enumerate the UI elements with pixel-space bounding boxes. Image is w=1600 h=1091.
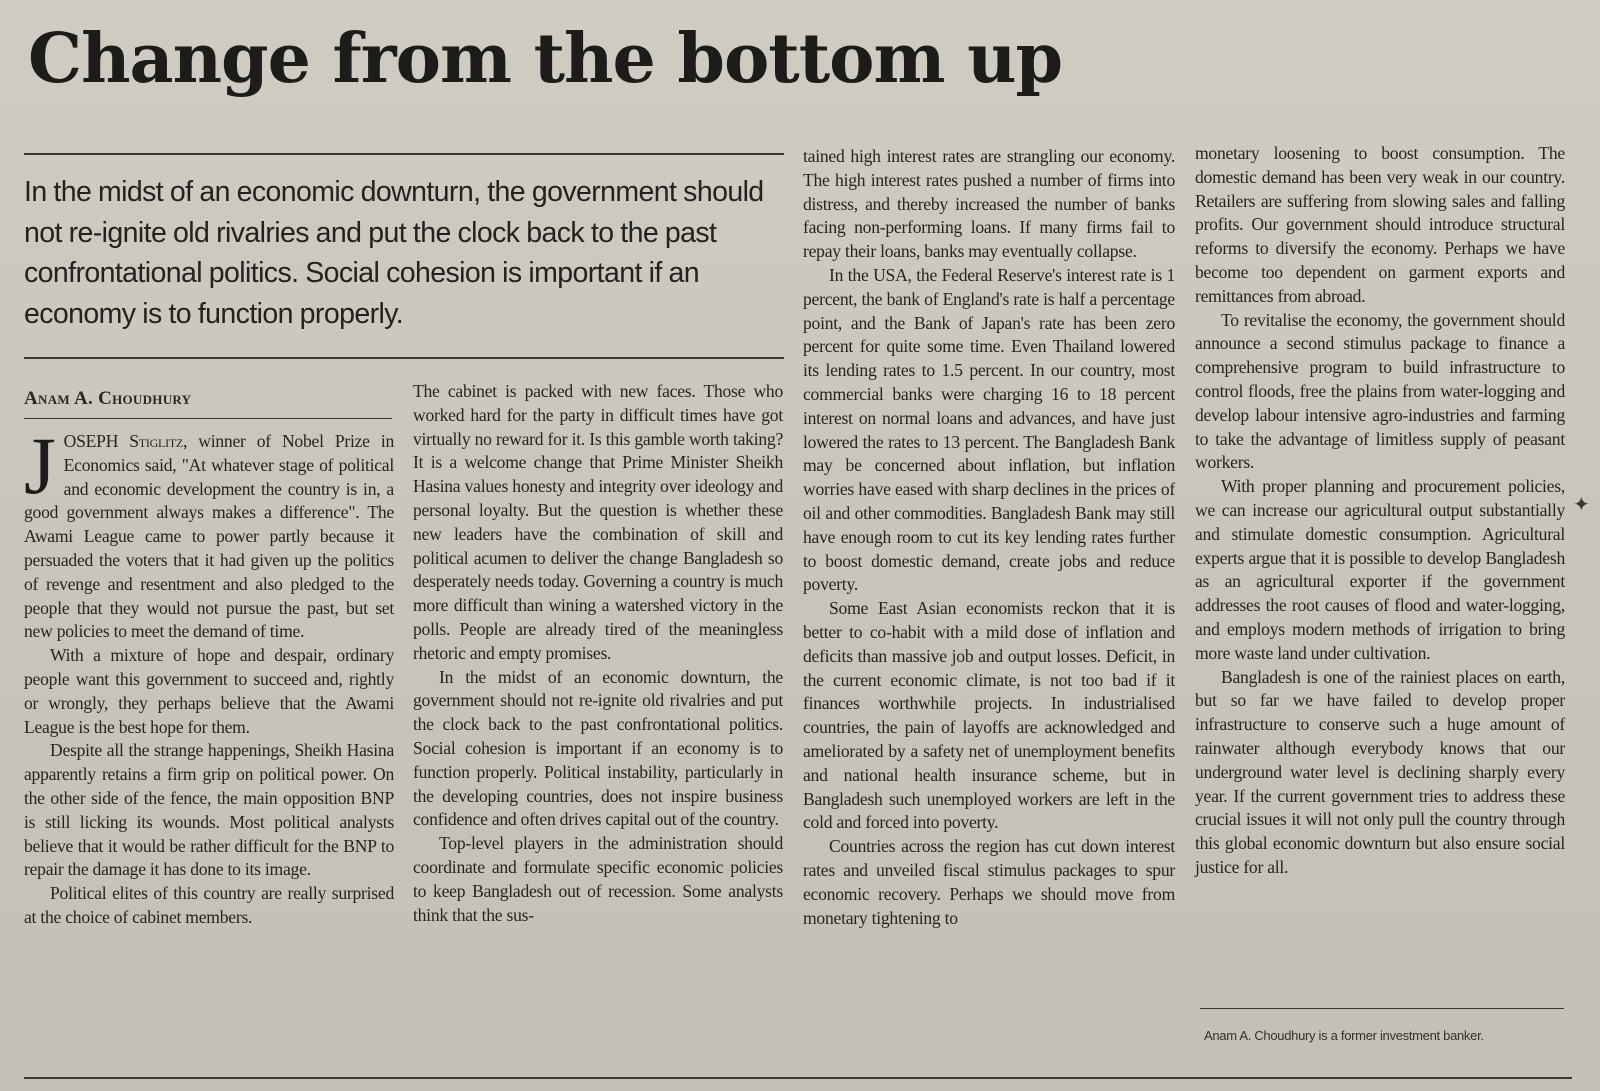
col4-paragraph-4: Bangladesh is one of the rainiest places on earth, but so far we have failed to develop proper infrastructure to conserve such a huge amount of rainwater although everybody knows that our underground water level is declining sharply every year. If the current government tries to address these crucial issues it will not only pull the country through this global economic downturn but also ensure social justice for all. xyxy=(1195,666,1565,877)
byline-rule xyxy=(24,418,392,419)
credit-rule xyxy=(1200,1008,1564,1009)
col3-paragraph-1: tained high interest rates are strangling our economy. The high interest rates pushed a number of firms into distress, and thereby increased the number of banks facing non-performing loans. If many firms fail to repay their loans, banks may eventually collapse. xyxy=(803,146,1175,262)
col1-paragraph-2: With a mixture of hope and despair, ordinary people want this government to succeed and, rightly or wrongly, they perhaps believe that the Awami League is the best hope for them. xyxy=(24,645,394,737)
col3-paragraph-2: In the USA, the Federal Reserve's interest rate is 1 percent, the bank of England's rate is half a percentage point, and the Bank of Japan's rate has been zero percent for quite some time. Even Thailand lowered its lending rates to 1.5 percent. In our country, most commercial banks were charging 16 to 18 percent interest on normal loans and advances, and have just lowered the rates to 13 percent. The Bangladesh Bank may be concerned about inflation, but inflation worries have eased with sharp declines in the prices of oil and other commodities. Bangladesh Bank may still have enough room to cut its key lending rates further to boost domestic demand, create jobs and reduce poverty. xyxy=(803,264,1175,595)
col1-paragraph-1 xyxy=(24,420,395,644)
deck-top-rule xyxy=(24,153,784,155)
col1-paragraph-4: Political elites of this country are really surprised at the choice of cabinet members. xyxy=(24,883,394,927)
byline: Anam A. Choudhury xyxy=(24,388,192,409)
column-1 xyxy=(24,420,395,930)
deck: In the midst of an economic downturn, the government should not re-ignite old rivalries and put the clock back to the past confrontational politics. Social cohesion is important if an economy is to function properly. xyxy=(24,176,764,330)
column-2 xyxy=(413,380,783,927)
col4-paragraph-3: With proper planning and procurement policies, we can increase our agricultural output substantially and stimulate domestic consumption. Agricultural experts argue that it is possible to develop Bangladesh as an agricultural exporter if the government addresses the root causes of flood and water-logging, and employs modern methods of irrigation to bring more waste land under cultivation. xyxy=(1195,476,1565,663)
margin-mark-icon: ✦ xyxy=(1573,494,1590,516)
column-3 xyxy=(803,145,1175,930)
col3-paragraph-4: Countries across the region has cut down interest rates and unveiled fiscal stimulus packages to spur economic recovery. Perhaps we should move from monetary tightening to xyxy=(803,836,1175,928)
column-4 xyxy=(1195,142,1565,880)
col2-paragraph-2: In the midst of an economic downturn, the government should not re-ignite old rivalries and put the clock back to the past confrontational politics. Social cohesion is important if an economy is to function properly. Political instability, particularly in the developing countries, does not inspire business confidence and often drives capital out of the country. xyxy=(413,666,783,830)
deck-bottom-rule xyxy=(24,357,784,359)
col4-paragraph-1: monetary loosening to boost consumption. The domestic demand has been very weak in our country. Retailers are suffering from slowing sales and falling profits. Our government should introduce structural reforms to diversify the economy. Perhaps we have become too dependent on garment exports and remittances from abroad. xyxy=(1195,143,1565,306)
col2-paragraph-3: Top-level players in the administration should coordinate and formulate specific economic policies to keep Bangladesh out of recession. Some analysts think that the sus- xyxy=(413,833,783,925)
dropcap: J xyxy=(24,420,56,511)
col3-paragraph-3: Some East Asian economists reckon that it is better to co-habit with a mild dose of inflation and deficits than massive job and output losses. Deficit, in the current economic climate, is not too bad if it finances worthwhile projects. In industrialised countries, the pain of layoffs are acknowledged and ameliorated by a safety net of unemployment benefits and national health insurance scheme, but in Bangladesh such unemployed workers are left in the cold and forced into poverty. xyxy=(803,598,1175,833)
col4-paragraph-2: To revitalise the economy, the government should announce a second stimulus package to finance a comprehensive program to build infrastructure to control floods, free the plains from water-logging and develop labour intensive agro-industries and farming to take the advantage of limitless supply of peasant workers. xyxy=(1195,309,1565,473)
col1-lead-in: OSEPH Stiglitz xyxy=(63,431,184,451)
col1-paragraph-3: Despite all the strange happenings, Sheikh Hasina apparently retains a firm grip on political power. On the other side of the fence, the main opposition BNP is still licking its wounds. Most political analysts believe that it would be rather difficult for the BNP to repair the damage it has done to its image. xyxy=(24,740,394,880)
col1-p1-text: , winner of Nobel Prize in Economics said, "At whatever stage of political and economic development the country is in, a good government always makes a difference". The Awami League came to power partly because it persuaded the voters that it had given up the politics of revenge and resentment and also pledged to the people that they would not pursue the past, but set new policies to meet the demand of time. xyxy=(24,431,395,642)
headline: Change from the bottom up xyxy=(28,19,1063,99)
page-bottom-rule xyxy=(24,1077,1572,1079)
author-credit: Anam A. Choudhury is a former investment banker. xyxy=(1204,1028,1484,1043)
col2-paragraph-1: The cabinet is packed with new faces. Those who worked hard for the party in difficult times have got virtually no reward for it. Is this gamble worth taking? It is a welcome change that Prime Minister Sheikh Hasina values honesty and integrity over ideology and personal loyalty. But the question is whether these new leaders have the combination of skill and political acumen to deliver the change Bangladesh so desperately needs today. Governing a country is much more difficult than wining a watershed victory in the polls. People are already tired of the meaningless rhetoric and empty promises. xyxy=(413,381,783,663)
